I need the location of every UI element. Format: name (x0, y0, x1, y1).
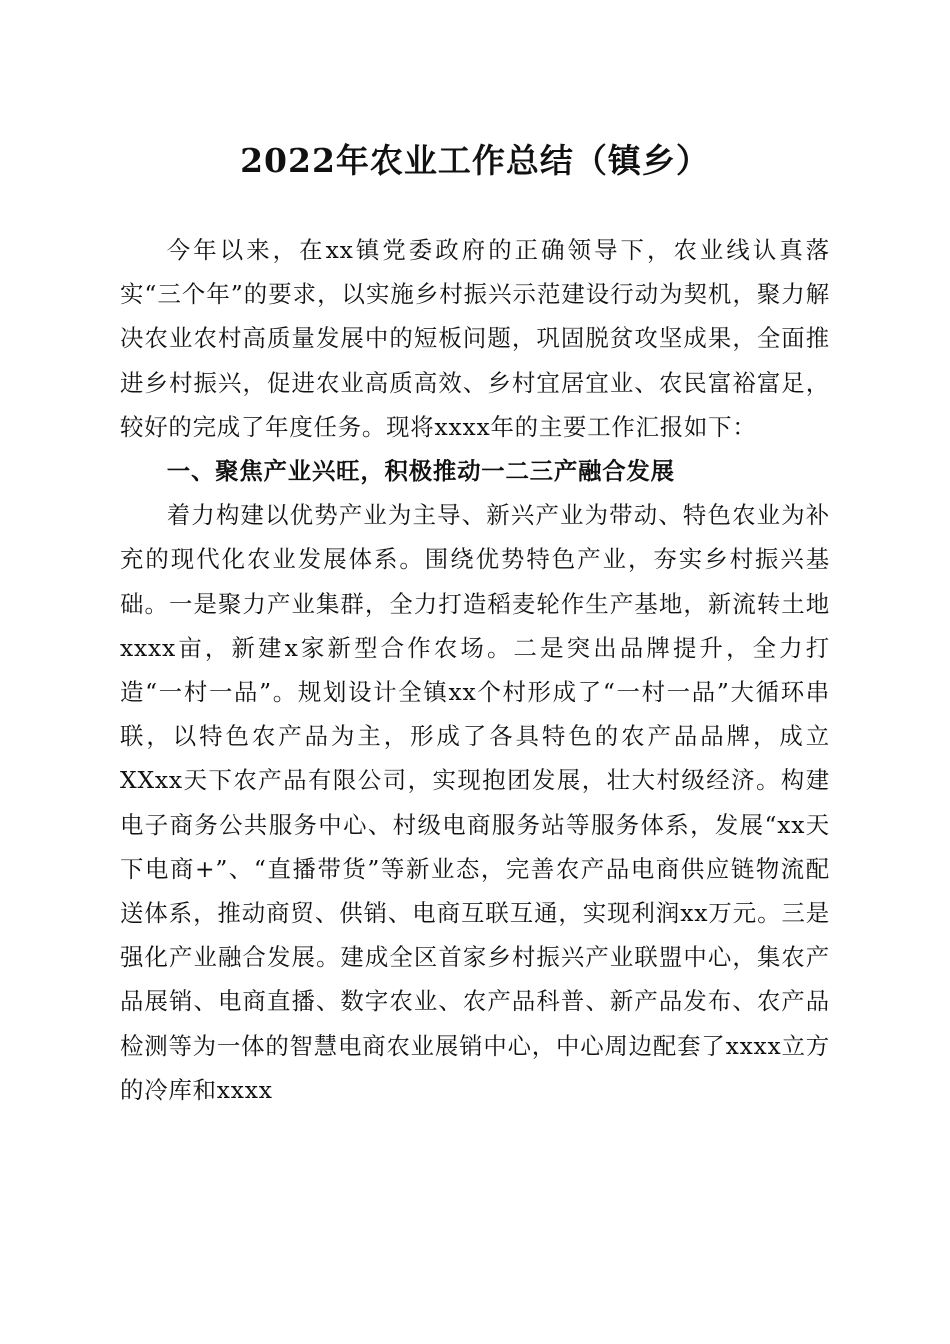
section-1-paragraph: 着力构建以优势产业为主导、新兴产业为带动、特色农业为补充的现代化农业发展体系。围绕优势特色产业，夯实乡村振兴基础。一是聚力产业集群，全力打造稻麦轮作生产基地，新流转土地xxxx亩，新建x家新型合作农场。二是突出品牌提升，全力打造“一村一品”。规划设计全镇xx个村形成了“一村一品”大循环串联，以特色农产品为主，形成了各具特色的农产品品牌，成立XXxx天下农产品有限公司，实现抱团发展，壮大村级经济。构建电子商务公共服务中心、村级电商服务站等服务体系，发展“xx天下电商+”、“直播带货”等新业态，完善农产品电商供应链物流配送体系，推动商贸、供销、电商互联互通，实现利润xx万元。三是强化产业融合发展。建成全区首家乡村振兴产业联盟中心，集农产品展销、电商直播、数字农业、农产品科普、新产品发布、农产品检测等为一体的智慧电商农业展销中心，中心周边配套了xxxx立方的冷库和xxxx (120, 501, 830, 1104)
intro-paragraph: 今年以来，在xx镇党委政府的正确领导下，农业线认真落实“三个年”的要求，以实施乡村振兴示范建设行动为契机，聚力解决农业农村高质量发展中的短板问题，巩固脱贫攻坚成果，全面推进乡村振兴，促进农业高质高效、乡村宜居宜业、农民富裕富足，较好的完成了年度任务。现将xxxx年的主要工作汇报如下： (120, 236, 830, 441)
page-title: 2022年农业工作总结（镇乡） (240, 141, 710, 180)
document-body (120, 228, 830, 1112)
section-heading-1: 一、聚焦产业兴旺，积极推动一二三产融合发展 (166, 457, 675, 486)
